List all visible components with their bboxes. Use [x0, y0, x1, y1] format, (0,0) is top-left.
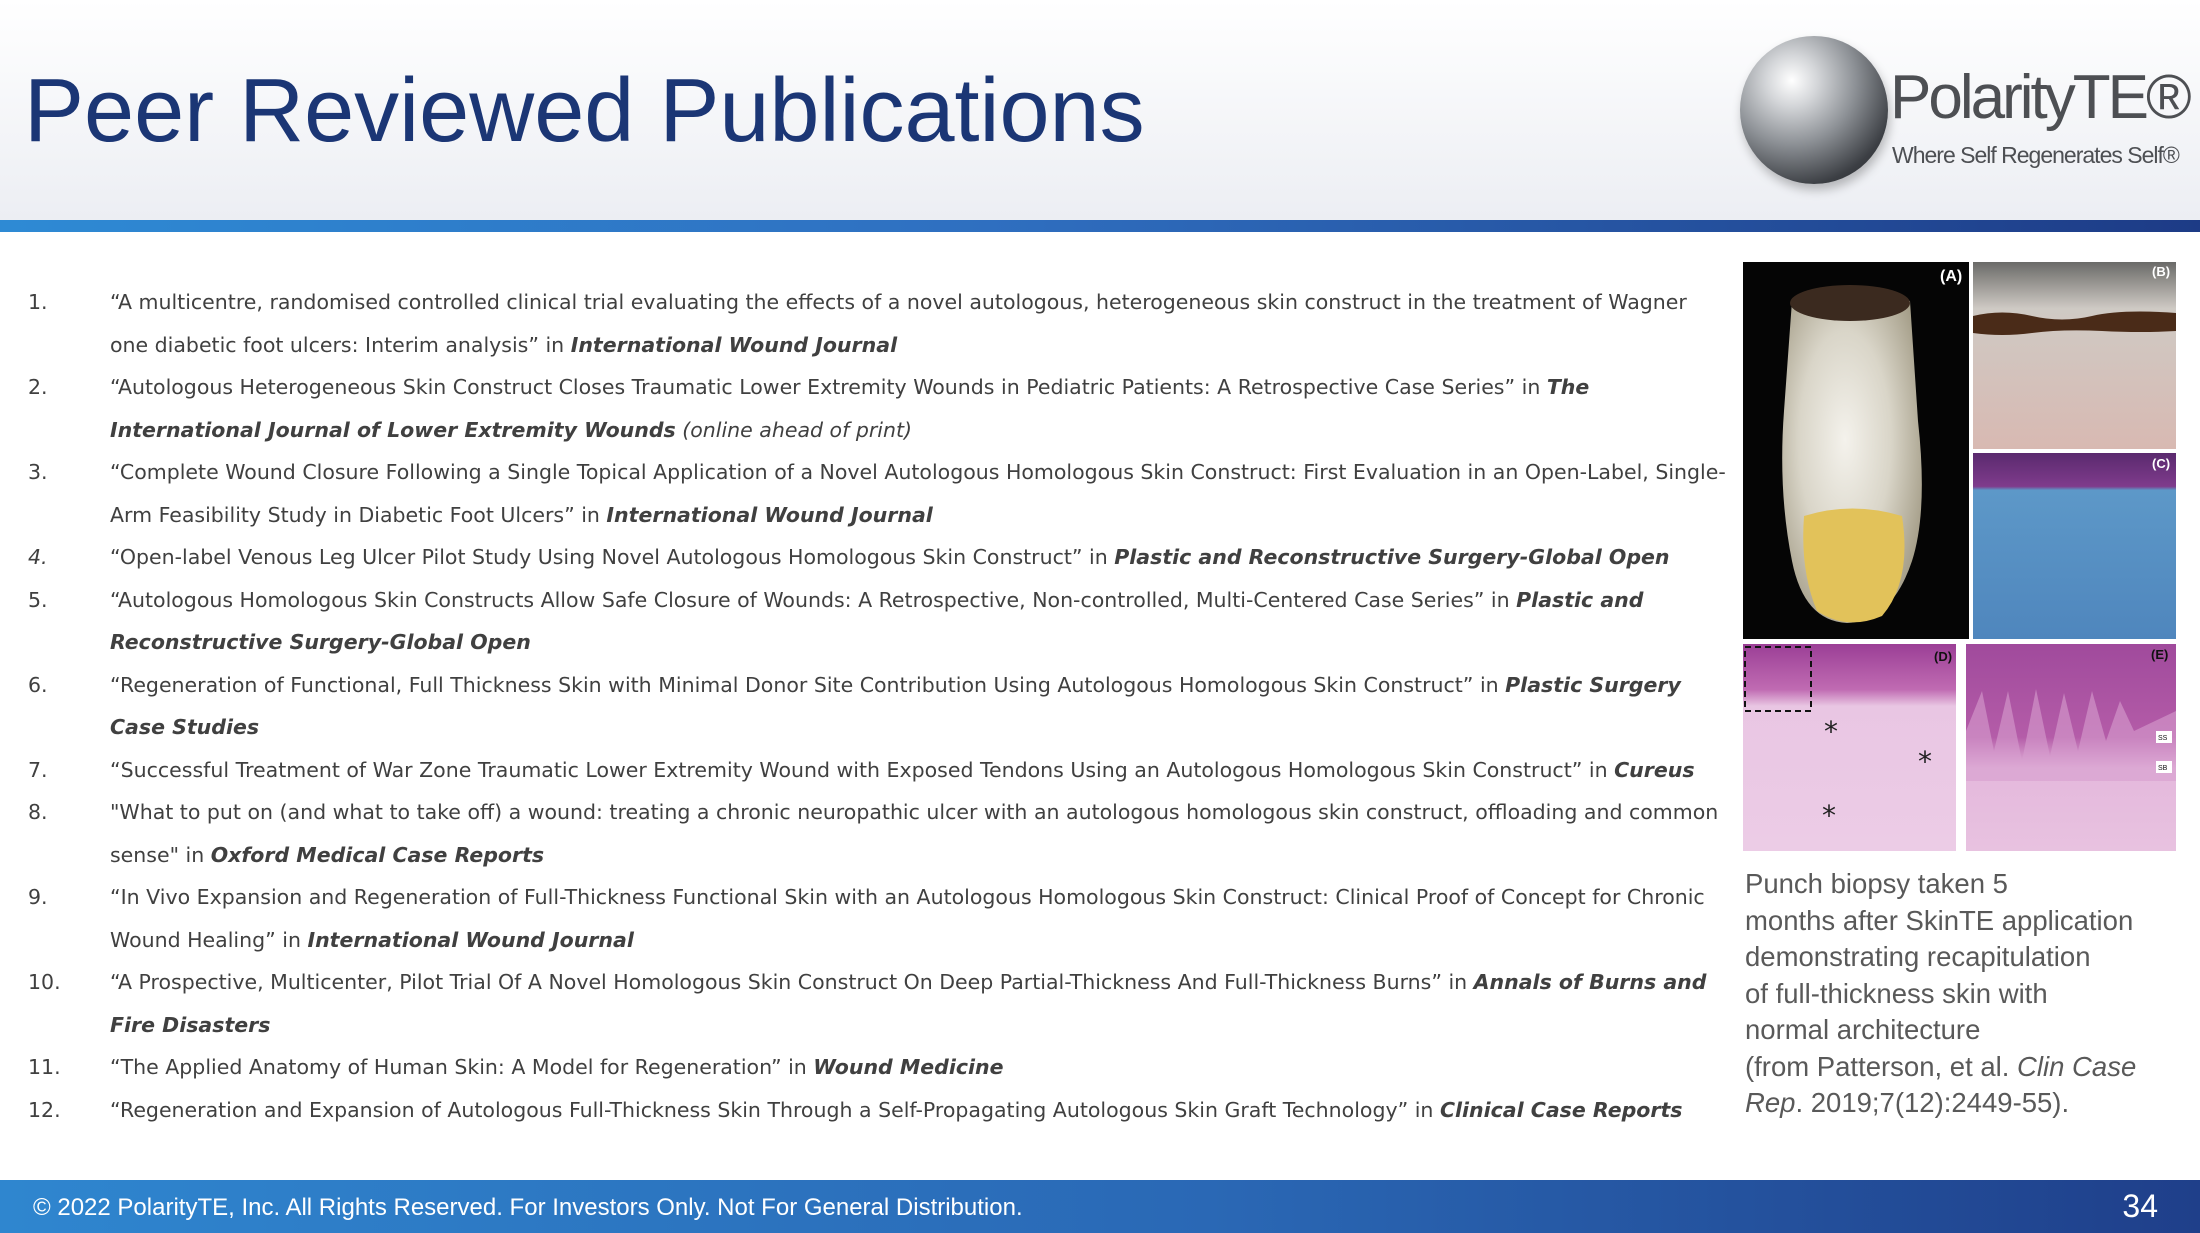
publication-title: “Autologous Heterogeneous Skin Construct Closes Traumatic Lower Extremity Wounds in Pediatric Patients: A Retrospective Case Series” in: [110, 375, 1547, 399]
caption-line: Punch biopsy taken 5: [1745, 868, 2008, 899]
publication-item: [28, 536, 1728, 579]
panel-d-label: (D): [1934, 649, 1953, 664]
panel-b-label: (B): [2152, 264, 2171, 279]
figure-caption: [1745, 866, 2185, 1122]
histology-figure-image: [1742, 261, 2176, 852]
publication-item: [28, 1089, 1728, 1132]
panel-a-label: (A): [1940, 268, 1963, 285]
publication-list: [28, 281, 1728, 1131]
publication-number: 8.: [28, 800, 48, 824]
publication-number: 4.: [28, 545, 48, 569]
citation-journal-cont: Rep: [1745, 1087, 1796, 1118]
company-logo: [1730, 30, 2189, 200]
caption-citation-cont: [1745, 1085, 2185, 1122]
publication-item: [28, 961, 1728, 1046]
caption-citation: [1745, 1049, 2185, 1086]
publication-journal: Plastic and Reconstructive Surgery-Global Open: [1114, 545, 1670, 569]
publication-title: “A multicentre, randomised controlled clinical trial evaluating the effects of a novel autologous, heterogeneous skin construct in the treatment of Wagner one diabetic foot ulcers: Interim analysis” in: [110, 290, 1687, 357]
caption-line: normal architecture: [1745, 1014, 1981, 1045]
publication-journal: International Wound Journal: [307, 927, 634, 952]
caption-line: of full-thickness skin with: [1745, 977, 2048, 1009]
publication-title: “Regeneration of Functional, Full Thickness Skin with Minimal Donor Site Contribution Using Autologous Homologous Skin Construct” in: [110, 672, 1506, 697]
publication-number: 5.: [28, 587, 48, 612]
publication-journal: The International Journal of Lower Extremity Wounds: [110, 375, 1590, 442]
publication-number: 2.: [28, 375, 48, 399]
publication-number: 1.: [28, 290, 48, 314]
publication-journal: Clinical Case Reports: [1439, 1097, 1683, 1122]
publication-title: “Autologous Homologous Skin Constructs Allow Safe Closure of Wounds: A Retrospective, Non-controlled, Multi-Centered Case Series” in: [110, 587, 1517, 612]
copyright-text: © 2022 PolarityTE, Inc. All Rights Reserved. For Investors Only. Not For General Distribution.: [33, 1194, 1023, 1221]
page-title: Peer Reviewed Publications: [24, 61, 1145, 161]
citation-rest: . 2019;7(12):2449-55).: [1795, 1087, 2070, 1118]
slide-footer: [0, 1180, 2200, 1233]
caption-line: months after SkinTE application: [1745, 904, 2134, 936]
slide-header: [0, 0, 2200, 220]
publication-item: [28, 281, 1728, 366]
header-divider: [0, 220, 2200, 232]
publication-item: [28, 664, 1728, 749]
layer-label-ss: SS: [2158, 735, 2168, 742]
publication-number: 12.: [28, 1097, 61, 1122]
logo-sphere-icon: [1740, 36, 1888, 184]
publication-note: (online ahead of print): [675, 417, 912, 442]
publication-journal: Oxford Medical Case Reports: [210, 842, 545, 867]
publication-title: “A Prospective, Multicenter, Pilot Trial Of A Novel Homologous Skin Construct On Deep Partial-Thickness And Full-Thickness Burns” in: [110, 970, 1474, 994]
citation-prefix: (from Patterson, et al.: [1745, 1050, 2018, 1082]
publication-journal: International Wound Journal: [570, 332, 898, 357]
panel-c-image: [1973, 453, 2176, 639]
layer-label-sb: SB: [2158, 765, 2168, 772]
publication-number: 11.: [28, 1055, 61, 1079]
publication-item: [28, 876, 1728, 961]
publication-item: [28, 791, 1728, 876]
publication-number: 9.: [28, 885, 48, 909]
publication-item: [28, 451, 1728, 536]
publication-journal: International Wound Journal: [606, 502, 933, 527]
publication-number: 6.: [28, 672, 48, 697]
svg-text:*: *: [1824, 715, 1838, 748]
publication-item: [28, 579, 1728, 664]
publication-number: 7.: [28, 757, 48, 782]
logo-tagline: Where Self Regenerates Self®: [1892, 142, 2179, 168]
publication-number: 3.: [28, 460, 48, 484]
publication-title: “Open-label Venous Leg Ulcer Pilot Study Using Novel Autologous Homologous Skin Construct” in: [110, 545, 1115, 569]
publication-title: "What to put on (and what to take off) a wound: treating a chronic neuropathic ulcer with an autologous homologous skin construct, offloading and common sense" in: [110, 800, 1719, 867]
svg-text:*: *: [1918, 745, 1932, 778]
publication-journal: Plastic Surgery Case Studies: [110, 672, 1681, 739]
publication-journal: Plastic and Reconstructive Surgery-Global Open: [110, 587, 1644, 654]
citation-journal: Clin Case: [2017, 1050, 2137, 1082]
publication-title: “Successful Treatment of War Zone Traumatic Lower Extremity Wound with Exposed Tendons Using an Autologous Homologous Skin Construct” in: [110, 757, 1615, 782]
publication-item: [28, 366, 1728, 451]
publication-journal: Wound Medicine: [813, 1055, 1004, 1079]
publication-journal: Cureus: [1614, 757, 1695, 782]
svg-text:*: *: [1822, 799, 1836, 832]
publication-item: [28, 749, 1728, 792]
caption-line: demonstrating recapitulation: [1745, 941, 2091, 972]
panel-b-image: [1973, 262, 2176, 449]
histology-figure: [1742, 261, 2176, 852]
publication-title: “Regeneration and Expansion of Autologous Full-Thickness Skin Through a Self-Propagating Autologous Skin Graft Technology” in: [110, 1097, 1440, 1122]
publication-title: “In Vivo Expansion and Regeneration of Full-Thickness Functional Skin with an Autologous Homologous Skin Construct: Clinical Proof of Concept for Chronic Wound Healing” in: [110, 885, 1705, 952]
publication-item: [28, 1046, 1728, 1089]
logo-wordmark: PolarityTE®: [1890, 63, 2189, 132]
page-number: 34: [2122, 1188, 2158, 1224]
panel-c-label: (C): [2152, 456, 2171, 471]
panel-e-label: (E): [2151, 647, 2169, 662]
publication-title: “Complete Wound Closure Following a Single Topical Application of a Novel Autologous Homologous Skin Construct: First Evaluation in an Open-Label, Single-Arm Feasibility Study in Diabetic Foot Ulcers” in: [110, 460, 1726, 527]
publication-number: 10.: [28, 970, 61, 994]
publication-journal: Annals of Burns and Fire Disasters: [110, 970, 1707, 1037]
publication-title: “The Applied Anatomy of Human Skin: A Model for Regeneration” in: [110, 1055, 814, 1079]
